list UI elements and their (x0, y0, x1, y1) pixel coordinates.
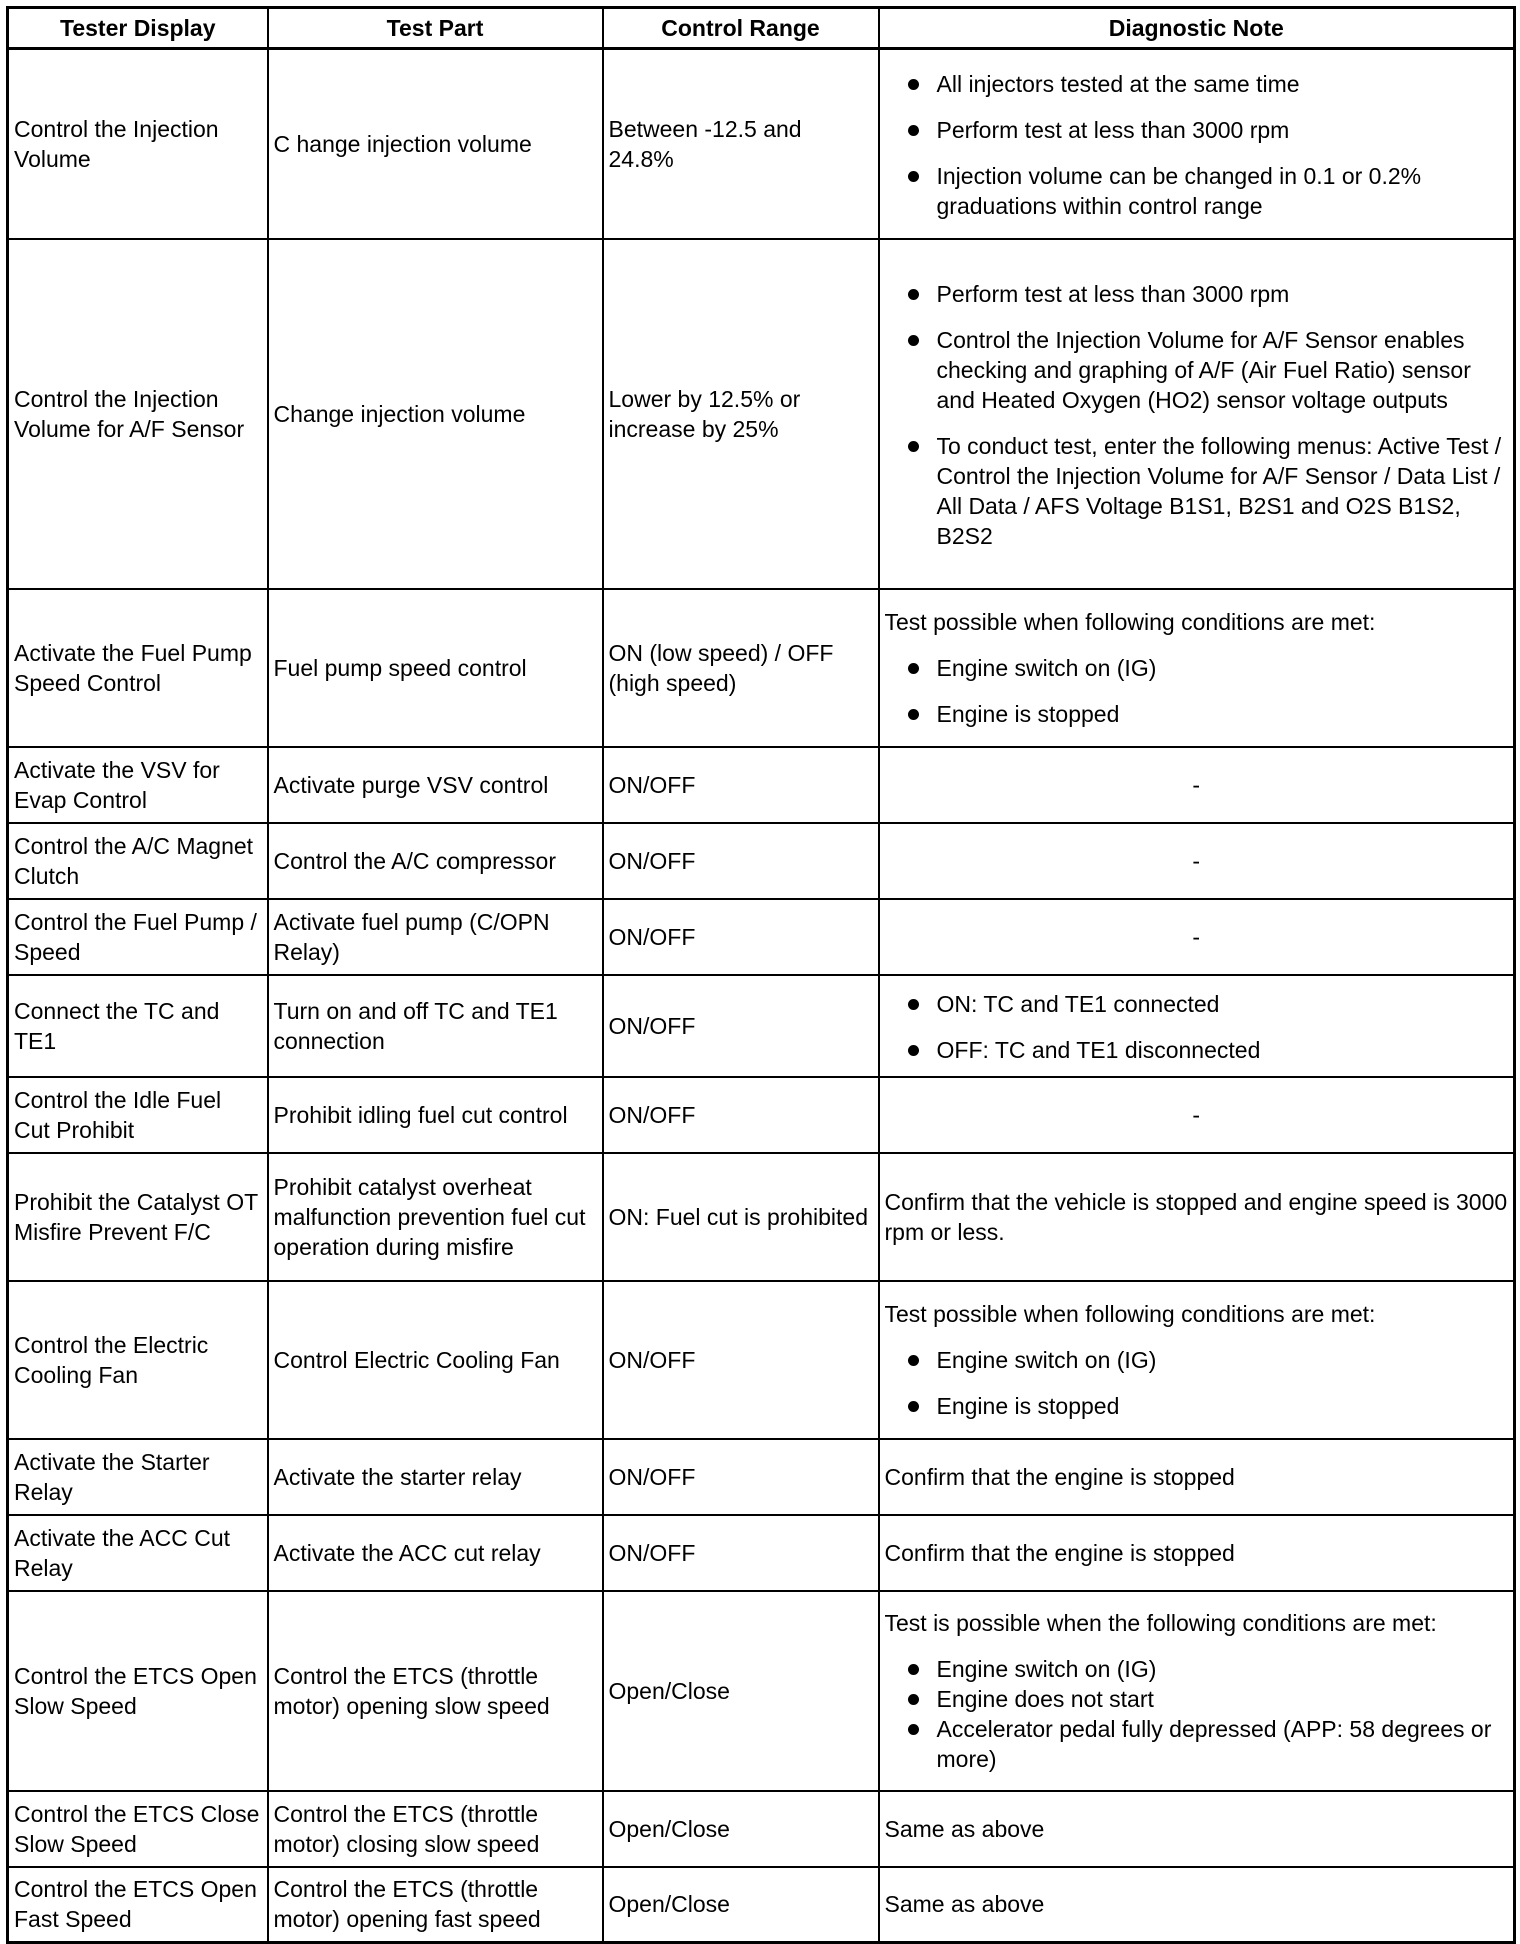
table-row (8, 1867, 1515, 1943)
test-part-cell: Control the A/C compressor (268, 823, 603, 899)
note-text: Same as above (884, 1891, 1045, 1918)
note-bullet-item: All injectors tested at the same time (885, 69, 1509, 99)
header-test-part: Test Part (268, 8, 603, 49)
note-bullet-item: Accelerator pedal fully depressed (APP: 58 degrees or more) (885, 1714, 1509, 1774)
diagnostic-note-cell (879, 1515, 1515, 1591)
tester-display-cell: Activate the ACC Cut Relay (8, 1515, 268, 1591)
tester-display-cell: Control the Injection Volume for A/F Sensor (8, 239, 268, 589)
table-row (8, 1791, 1515, 1867)
test-part-cell: Fuel pump speed control (268, 589, 603, 747)
diagnostic-note-cell (879, 1439, 1515, 1515)
test-part-cell: Control the ETCS (throttle motor) closing slow speed (268, 1791, 603, 1867)
table-row (8, 1515, 1515, 1591)
diagnostic-note-cell (879, 1077, 1515, 1153)
diagnostic-table (6, 6, 1516, 1944)
diagnostic-note-cell (879, 1281, 1515, 1439)
note-empty-dash: - (1192, 771, 1201, 798)
table-row (8, 1077, 1515, 1153)
tester-display-cell: Control the Idle Fuel Cut Prohibit (8, 1077, 268, 1153)
test-part-cell: Prohibit idling fuel cut control (268, 1077, 603, 1153)
table-row (8, 975, 1515, 1077)
control-range-cell: ON/OFF (603, 1439, 879, 1515)
control-range-cell: ON/OFF (603, 1077, 879, 1153)
tester-display-cell: Control the Injection Volume (8, 49, 268, 239)
diagnostic-note-cell (879, 747, 1515, 823)
test-part-cell: Activate purge VSV control (268, 747, 603, 823)
note-bullet-item: Engine does not start (885, 1684, 1509, 1714)
header-diagnostic-note: Diagnostic Note (879, 8, 1515, 49)
diagnostic-note-cell (879, 1591, 1515, 1791)
header-row (8, 8, 1515, 49)
control-range-cell: ON/OFF (603, 1515, 879, 1591)
tester-display-cell: Activate the VSV for Evap Control (8, 747, 268, 823)
tester-display-cell: Connect the TC and TE1 (8, 975, 268, 1077)
test-part-cell: Activate the ACC cut relay (268, 1515, 603, 1591)
diagnostic-note-cell (879, 1791, 1515, 1867)
note-bullet-item: To conduct test, enter the following menus: Active Test / Control the Injection Volume for A/F Sensor / Data List / All Data / AFS Voltage B1S1, B2S1 and O2S B1S2, B2S2 (885, 431, 1509, 551)
control-range-cell: ON/OFF (603, 747, 879, 823)
note-intro: Test possible when following conditions are met: (884, 608, 1376, 635)
note-intro: Test is possible when the following conditions are met: (884, 1609, 1437, 1636)
note-text: Confirm that the vehicle is stopped and engine speed is 3000 rpm or less. (884, 1188, 1508, 1245)
tester-display-cell: Control the ETCS Open Fast Speed (8, 1867, 268, 1943)
diagnostic-note-cell (879, 1153, 1515, 1281)
note-empty-dash: - (1192, 923, 1201, 950)
tester-display-cell: Control the ETCS Open Slow Speed (8, 1591, 268, 1791)
note-bullet-item: Engine switch on (IG) (885, 653, 1509, 683)
test-part-cell: Change injection volume (268, 239, 603, 589)
diagnostic-note-cell (879, 1867, 1515, 1943)
table-row (8, 49, 1515, 239)
note-bullet-list (885, 1345, 1509, 1421)
table-row (8, 1439, 1515, 1515)
control-range-cell: ON/OFF (603, 823, 879, 899)
note-bullet-item: Engine switch on (IG) (885, 1654, 1509, 1684)
tester-display-cell: Control the A/C Magnet Clutch (8, 823, 268, 899)
note-bullet-list (885, 989, 1509, 1065)
note-bullet-item: OFF: TC and TE1 disconnected (885, 1035, 1509, 1065)
test-part-cell: Prohibit catalyst overheat malfunction prevention fuel cut operation during misfire (268, 1153, 603, 1281)
control-range-cell: Between -12.5 and 24.8% (603, 49, 879, 239)
diagnostic-note-cell (879, 975, 1515, 1077)
test-part-cell: Activate fuel pump (C/OPN Relay) (268, 899, 603, 975)
diagnostic-note-cell (879, 589, 1515, 747)
table-row (8, 823, 1515, 899)
tester-display-cell: Prohibit the Catalyst OT Misfire Prevent F/C (8, 1153, 268, 1281)
note-bullet-item: Perform test at less than 3000 rpm (885, 115, 1509, 145)
test-part-cell: Control the ETCS (throttle motor) opening fast speed (268, 1867, 603, 1943)
tester-display-cell: Activate the Fuel Pump Speed Control (8, 589, 268, 747)
note-text: Confirm that the engine is stopped (884, 1463, 1235, 1490)
control-range-cell: ON/OFF (603, 975, 879, 1077)
note-intro: Test possible when following conditions are met: (884, 1300, 1376, 1327)
tester-display-cell: Activate the Starter Relay (8, 1439, 268, 1515)
table-row (8, 1153, 1515, 1281)
note-text: Confirm that the engine is stopped (884, 1539, 1235, 1566)
note-bullet-list (885, 69, 1509, 221)
diagnostic-note-cell (879, 899, 1515, 975)
control-range-cell: ON: Fuel cut is prohibited (603, 1153, 879, 1281)
header-control-range: Control Range (603, 8, 879, 49)
test-part-cell: Control the ETCS (throttle motor) opening slow speed (268, 1591, 603, 1791)
control-range-cell: ON (low speed) / OFF (high speed) (603, 589, 879, 747)
note-bullet-item: Perform test at less than 3000 rpm (885, 279, 1509, 309)
table-row (8, 899, 1515, 975)
table-row (8, 1591, 1515, 1791)
table-row (8, 239, 1515, 589)
control-range-cell: Lower by 12.5% or increase by 25% (603, 239, 879, 589)
header-tester-display: Tester Display (8, 8, 268, 49)
note-bullet-item: Engine is stopped (885, 1391, 1509, 1421)
diagnostic-note-cell (879, 49, 1515, 239)
test-part-cell: Activate the starter relay (268, 1439, 603, 1515)
table-body (8, 49, 1515, 1943)
note-bullet-item: ON: TC and TE1 connected (885, 989, 1509, 1019)
control-range-cell: ON/OFF (603, 899, 879, 975)
tester-display-cell: Control the Electric Cooling Fan (8, 1281, 268, 1439)
test-part-cell: Control Electric Cooling Fan (268, 1281, 603, 1439)
control-range-cell: ON/OFF (603, 1281, 879, 1439)
table-row (8, 747, 1515, 823)
note-bullet-item: Engine switch on (IG) (885, 1345, 1509, 1375)
test-part-cell: C hange injection volume (268, 49, 603, 239)
note-bullet-list (885, 1654, 1509, 1774)
note-bullet-list (885, 279, 1509, 551)
note-bullet-item: Injection volume can be changed in 0.1 or 0.2% graduations within control range (885, 161, 1509, 221)
note-bullet-list (885, 653, 1509, 729)
test-part-cell: Turn on and off TC and TE1 connection (268, 975, 603, 1077)
note-empty-dash: - (1192, 847, 1201, 874)
tester-display-cell: Control the ETCS Close Slow Speed (8, 1791, 268, 1867)
note-bullet-item: Control the Injection Volume for A/F Sensor enables checking and graphing of A/F (Air Fuel Ratio) sensor and Heated Oxygen (HO2) sensor voltage outputs (885, 325, 1509, 415)
note-bullet-item: Engine is stopped (885, 699, 1509, 729)
diagnostic-note-cell (879, 239, 1515, 589)
table-row (8, 589, 1515, 747)
diagnostic-note-cell (879, 823, 1515, 899)
table-row (8, 1281, 1515, 1439)
note-text: Same as above (884, 1815, 1045, 1842)
note-empty-dash: - (1192, 1101, 1201, 1128)
control-range-cell: Open/Close (603, 1791, 879, 1867)
control-range-cell: Open/Close (603, 1867, 879, 1943)
tester-display-cell: Control the Fuel Pump / Speed (8, 899, 268, 975)
control-range-cell: Open/Close (603, 1591, 879, 1791)
